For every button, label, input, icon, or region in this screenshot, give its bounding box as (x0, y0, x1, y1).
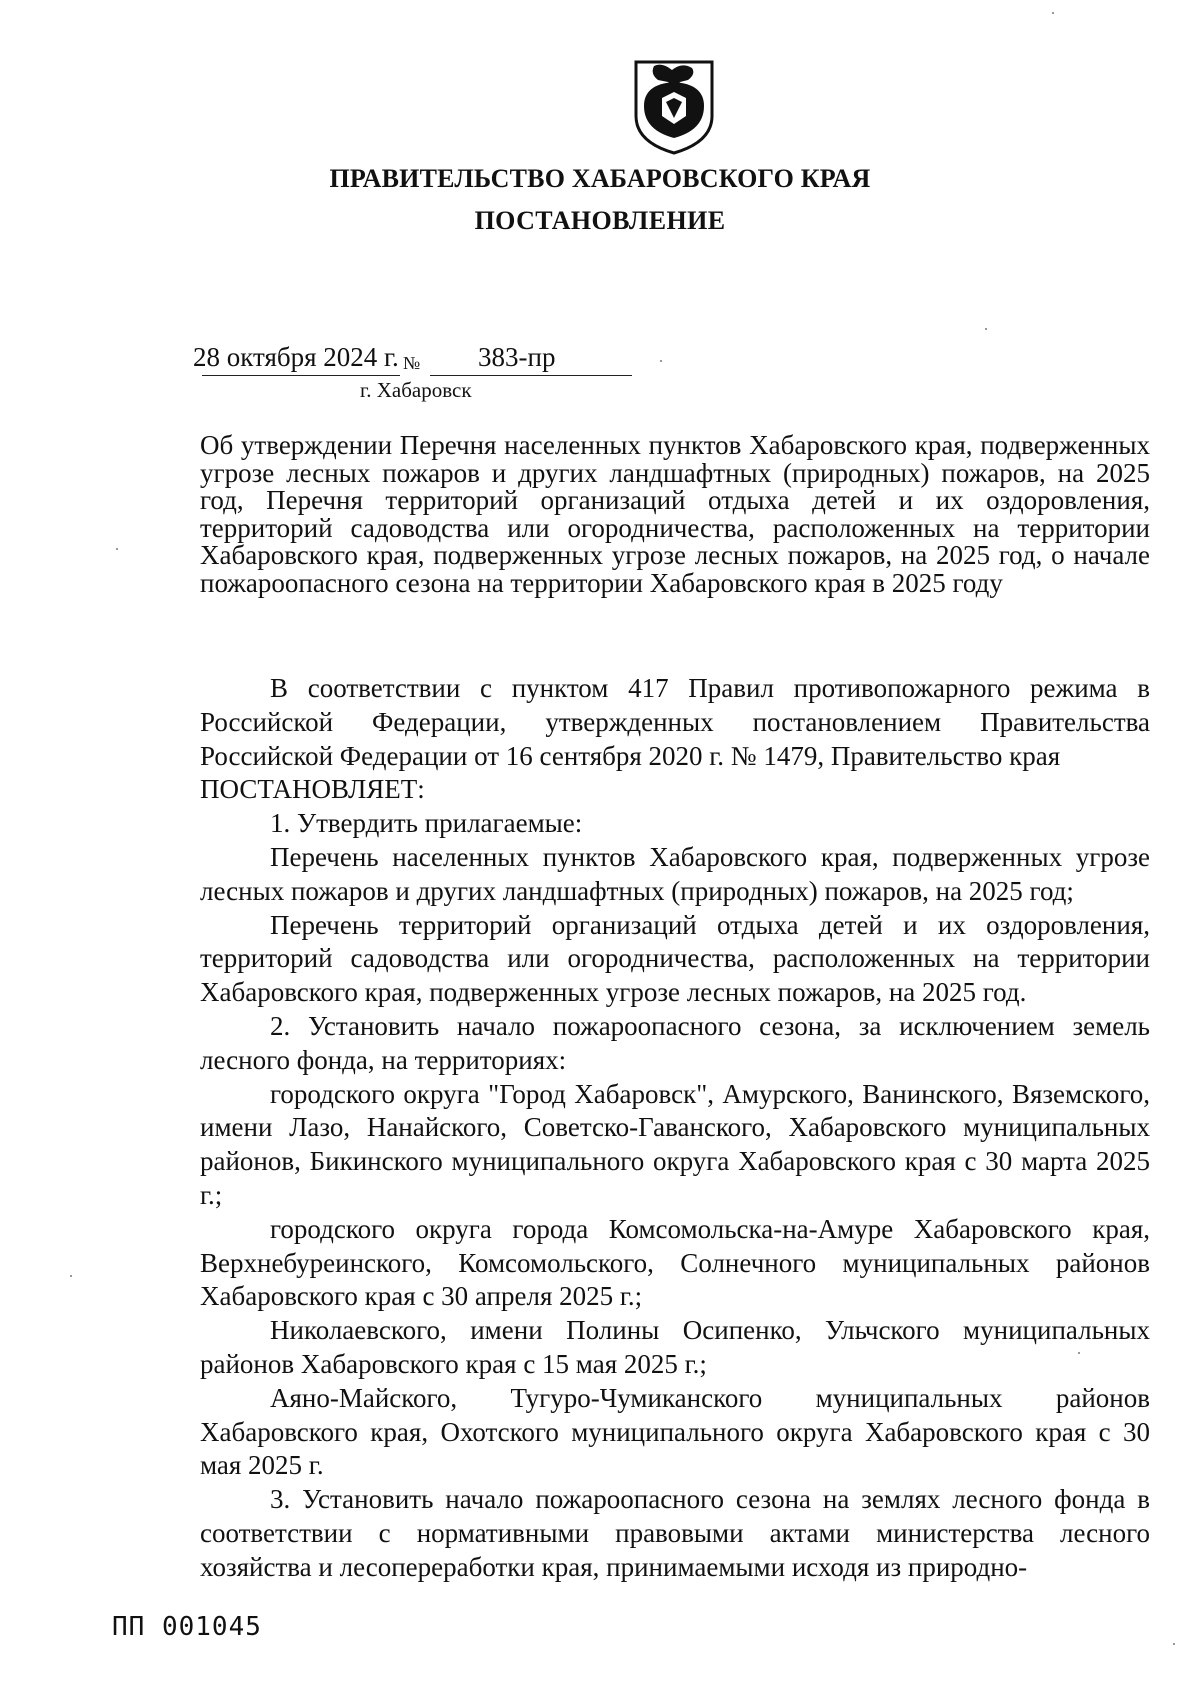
item-1: 1. Утвердить прилагаемые: (270, 808, 583, 839)
item-1-list-a: Перечень населенных пунктов Хабаровского края, подверженных угрозе лесных пожаров и других ландшафтных (природных) пожаров, на 2025 год; (200, 841, 1150, 906)
item-1-list-b: Перечень территорий организаций отдыха детей и их оздоровления, территорий садоводства или огородничества, расположенных на территории Хабаровского края, подверженных угрозе лесных пожаров, на 2025 год. (200, 909, 1150, 1008)
document-city: г. Хабаровск (360, 378, 472, 402)
scan-speck (1078, 1352, 1080, 1354)
scan-speck (985, 328, 987, 330)
number-sign: № (403, 353, 421, 373)
scan-speck (1173, 1643, 1175, 1645)
scan-speck (116, 548, 118, 550)
date-underline (202, 375, 400, 376)
coat-of-arms-icon (632, 58, 716, 156)
government-title: ПРАВИТЕЛЬСТВО ХАБАРОВСКОГО КРАЯ (329, 164, 871, 193)
document-body (200, 672, 1150, 1585)
document-code: ПП 001045 (112, 1612, 262, 1642)
document-type: ПОСТАНОВЛЕНИЕ (474, 206, 726, 235)
scan-speck (70, 1275, 72, 1277)
resolves-heading: ПОСТАНОВЛЯЕТ: (200, 774, 425, 805)
item-2-list-c: Николаевского, имени Полины Осипенко, Ульчского муниципальных районов Хабаровского края с 15 мая 2025 г.; (200, 1315, 1150, 1379)
item-3: 3. Установить начало пожароопасного сезона на землях лесного фонда в соответствии с нормативными правовыми актами министерства лесного хозяйства и лесопереработки края, принимаемыми исходя из природно- (200, 1484, 1150, 1582)
item-2-list-d: Аяно-Майского, Тугуро-Чумиканского муниципальных районов Хабаровского края, Охотского муниципального округа Хабаровского края с 30 мая 2025 г. (200, 1382, 1150, 1481)
item-2: 2. Установить начало пожароопасного сезона, за исключением земель лесного фонда, на территориях: (200, 1010, 1150, 1075)
scan-speck (660, 360, 662, 362)
scan-speck (1052, 12, 1054, 14)
number-underline (430, 375, 632, 376)
item-2-list-a: городского округа "Город Хабаровск", Амурского, Ванинского, Вяземского, имени Лазо, Нанайского, Советско-Гаванского, Хабаровского муниципальных районов, Бикинского муниципального округа Хабаровского края с 30 марта 2025 г.; (200, 1078, 1150, 1210)
document-subject: Об утверждении Перечня населенных пунктов Хабаровского края, подверженных угрозе лесных пожаров и других ландшафтных (природных) пожаров, на 2025 год, Перечня территорий организаций отдыха детей и их оздоровления, территорий садоводства или огородничества, расположенных на территории Хабаровского края, подверженных угрозе лесных пожаров, на 2025 год, о начале пожароопасного сезона на территории Хабаровского края в 2025 году (200, 430, 1150, 598)
item-2-list-b: городского округа города Комсомольска-на-Амуре Хабаровского края, Верхнебуреинского, Комсомольского, Солнечного муниципальных районов Хабаровского края с 30 апреля 2025 г.; (200, 1213, 1150, 1312)
intro-paragraph: В соответствии с пунктом 417 Правил противопожарного режима в Российской Федерации, утвержденных постановлением Правительства Российской Федерации от 16 сентября 2020 г. № 1479, Правительство края (200, 673, 1150, 771)
document-number: 383-пр (478, 342, 556, 372)
document-date: 28 октября 2024 г. (193, 342, 399, 372)
